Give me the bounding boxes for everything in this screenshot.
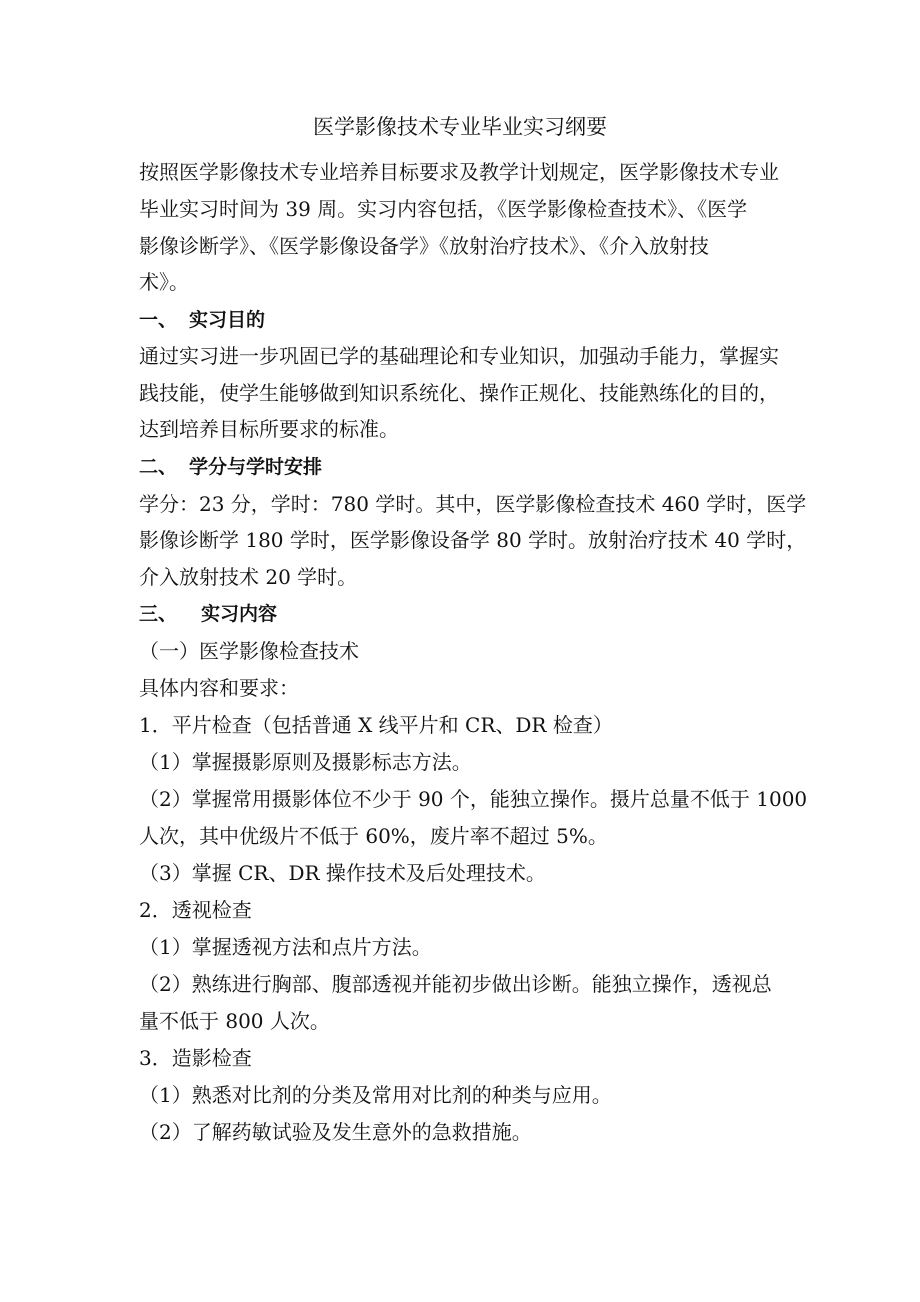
- section-3-line-12: 3．造影检查: [139, 1046, 252, 1070]
- section-3-number: 三、: [139, 603, 178, 625]
- section-3-line-6: 人次，其中优级片不低于 60%，废片率不超过 5%。: [139, 824, 608, 848]
- section-3-line-13: （1）熟悉对比剂的分类及常用对比剂的种类与应用。: [139, 1083, 612, 1107]
- section-3-line-3: 1．平片检查（包括普通 X 线平片和 CR、DR 检查）: [139, 713, 613, 737]
- intro-line-1: 按照医学影像技术专业培养目标要求及教学计划规定，医学影像技术专业: [139, 160, 779, 184]
- section-2-heading: [139, 452, 322, 482]
- section-1-line-2: 践技能，使学生能够做到知识系统化、操作正规化、技能熟练化的目的，: [139, 381, 779, 405]
- section-1-number: 一、: [139, 309, 178, 331]
- section-3-title: 实习内容: [201, 603, 278, 625]
- section-3-line-7: （3）掌握 CR、DR 操作技术及后处理技术。: [139, 861, 546, 885]
- section-2-line-1: 学分：23 分，学时：780 学时。其中，医学影像检查技术 460 学时，医学: [139, 492, 807, 516]
- section-1-heading: [139, 305, 265, 335]
- section-3-line-9: （1）掌握透视方法和点片方法。: [139, 935, 432, 959]
- section-3-line-14: （2）了解药敏试验及发生意外的急救措施。: [139, 1120, 532, 1144]
- section-3-line-10: （2）熟练进行胸部、腹部透视并能初步做出诊断。能独立操作，透视总: [139, 972, 772, 996]
- intro-line-2: 毕业实习时间为 39 周。实习内容包括，《医学影像检查技术》、《医学: [139, 197, 748, 221]
- section-3-line-5: （2）掌握常用摄影体位不少于 90 个，能独立操作。摄片总量不低于 1000: [139, 787, 808, 811]
- section-1-line-3: 达到培养目标所要求的标准。: [139, 417, 399, 441]
- intro-line-4: 术》。: [139, 270, 189, 294]
- section-3-line-4: （1）掌握摄影原则及摄影标志方法。: [139, 750, 472, 774]
- section-2-line-2: 影像诊断学 180 学时，医学影像设备学 80 学时。放射治疗技术 40 学时，: [139, 528, 807, 552]
- section-2-number: 二、: [139, 456, 178, 478]
- section-2-line-3: 介入放射技术 20 学时。: [139, 565, 358, 589]
- section-3-heading: [139, 599, 277, 629]
- section-1-title: 实习目的: [189, 309, 266, 331]
- section-2-title: 学分与学时安排: [189, 456, 323, 478]
- document-title: 医学影像技术专业毕业实习纲要: [313, 115, 607, 139]
- section-3-line-11: 量不低于 800 人次。: [139, 1009, 330, 1033]
- section-1-line-1: 通过实习进一步巩固已学的基础理论和专业知识，加强动手能力，掌握实: [139, 344, 779, 368]
- intro-line-3: 影像诊断学》、《医学影像设备学》《放射治疗技术》、《介入放射技: [139, 234, 709, 258]
- section-3-line-8: 2．透视检查: [139, 898, 252, 922]
- section-3-line-1: （一）医学影像检查技术: [139, 639, 359, 663]
- section-3-line-2: 具体内容和要求：: [139, 676, 299, 700]
